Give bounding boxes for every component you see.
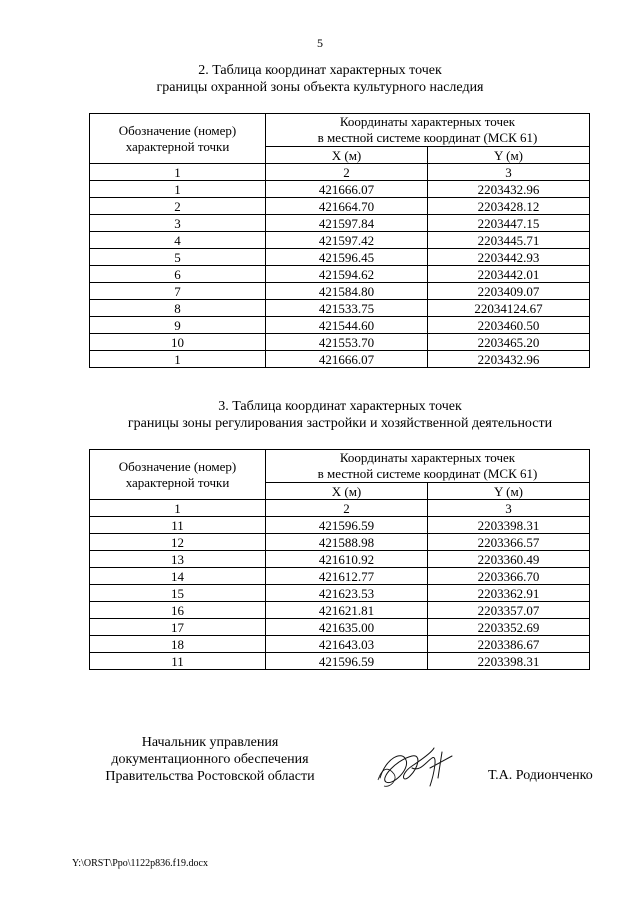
table-row bbox=[90, 215, 590, 232]
header-line: в местной системе координат (МСК 61) bbox=[317, 466, 538, 481]
y-coordinate-cell: 2203360.49 bbox=[428, 551, 590, 568]
point-number-cell: 9 bbox=[90, 317, 266, 334]
position-line: Начальник управления bbox=[141, 735, 279, 750]
point-number-header bbox=[90, 114, 266, 164]
x-coordinate-cell: 421635.00 bbox=[266, 619, 428, 636]
y-coordinate-cell: 2203445.71 bbox=[428, 232, 590, 249]
y-coordinate-cell: 2203366.70 bbox=[428, 568, 590, 585]
header-line: Обозначение (номер) bbox=[118, 458, 237, 474]
point-number-cell: 7 bbox=[90, 283, 266, 300]
table-row bbox=[90, 249, 590, 266]
table-row bbox=[90, 198, 590, 215]
table-row bbox=[90, 619, 590, 636]
y-coordinate-cell: 2203432.96 bbox=[428, 351, 590, 368]
x-coordinate-cell: 421533.75 bbox=[266, 300, 428, 317]
table-2-caption bbox=[0, 62, 640, 96]
table-row bbox=[90, 636, 590, 653]
point-number-cell: 16 bbox=[90, 602, 266, 619]
y-coordinate-cell: 2203357.07 bbox=[428, 602, 590, 619]
point-number-cell: 8 bbox=[90, 300, 266, 317]
column-index: 2 bbox=[266, 164, 428, 181]
y-coordinate-cell: 2203352.69 bbox=[428, 619, 590, 636]
x-coordinate-cell: 421666.07 bbox=[266, 351, 428, 368]
table-row bbox=[90, 551, 590, 568]
handwritten-signature bbox=[372, 738, 464, 796]
column-index: 1 bbox=[90, 500, 266, 517]
y-coordinate-cell: 2203362.91 bbox=[428, 585, 590, 602]
table-row bbox=[90, 266, 590, 283]
point-number-cell: 1 bbox=[90, 181, 266, 198]
table-row bbox=[90, 300, 590, 317]
header-line: характерной точки bbox=[125, 138, 230, 154]
caption-line: 3. Таблица координат характерных точек bbox=[218, 399, 462, 414]
point-number-cell: 18 bbox=[90, 636, 266, 653]
caption-line: границы зоны регулирования застройки и хозяйственной деятельности bbox=[127, 416, 553, 431]
point-number-cell: 4 bbox=[90, 232, 266, 249]
column-index-row bbox=[90, 164, 590, 181]
caption-line: 2. Таблица координат характерных точек bbox=[198, 63, 442, 78]
x-coordinate-cell: 421594.62 bbox=[266, 266, 428, 283]
header-line: Координаты характерных точек bbox=[339, 450, 516, 465]
y-coordinate-cell: 2203442.93 bbox=[428, 249, 590, 266]
y-coordinate-cell: 2203460.50 bbox=[428, 317, 590, 334]
y-coordinate-cell: 2203409.07 bbox=[428, 283, 590, 300]
header-line: характерной точки bbox=[125, 474, 230, 490]
table-row bbox=[90, 568, 590, 585]
table-3-caption bbox=[20, 398, 640, 432]
table-row bbox=[90, 334, 590, 351]
header-row bbox=[90, 450, 590, 483]
point-number-cell: 17 bbox=[90, 619, 266, 636]
table-row bbox=[90, 351, 590, 368]
column-index: 1 bbox=[90, 164, 266, 181]
x-coordinate-cell: 421623.53 bbox=[266, 585, 428, 602]
x-coordinate-cell: 421610.92 bbox=[266, 551, 428, 568]
coordinates-header bbox=[266, 450, 590, 483]
x-coordinate-cell: 421597.42 bbox=[266, 232, 428, 249]
point-number-cell: 10 bbox=[90, 334, 266, 351]
x-coordinate-cell: 421664.70 bbox=[266, 198, 428, 215]
y-coordinate-cell: 2203398.31 bbox=[428, 517, 590, 534]
column-index: 3 bbox=[428, 164, 590, 181]
y-header: Y (м) bbox=[428, 483, 590, 500]
point-number-cell: 15 bbox=[90, 585, 266, 602]
header-line: Координаты характерных точек bbox=[339, 114, 516, 129]
signer-name: Т.А. Родионченко bbox=[488, 768, 593, 783]
x-coordinate-cell: 421666.07 bbox=[266, 181, 428, 198]
table-row bbox=[90, 181, 590, 198]
x-coordinate-cell: 421584.80 bbox=[266, 283, 428, 300]
position-line: Правительства Ростовской области bbox=[105, 769, 315, 784]
column-index: 3 bbox=[428, 500, 590, 517]
x-coordinate-cell: 421596.59 bbox=[266, 653, 428, 670]
y-coordinate-cell: 2203398.31 bbox=[428, 653, 590, 670]
y-coordinate-cell: 2203366.57 bbox=[428, 534, 590, 551]
position-line: документационного обеспечения bbox=[111, 752, 309, 767]
x-coordinate-cell: 421597.84 bbox=[266, 215, 428, 232]
y-header: Y (м) bbox=[428, 147, 590, 164]
coordinates-table-protection-zone bbox=[89, 113, 590, 368]
x-coordinate-cell: 421596.59 bbox=[266, 517, 428, 534]
point-number-cell: 12 bbox=[90, 534, 266, 551]
x-coordinate-cell: 421643.03 bbox=[266, 636, 428, 653]
signatory-position bbox=[90, 734, 330, 785]
point-number-cell: 13 bbox=[90, 551, 266, 568]
y-coordinate-cell: 2203428.12 bbox=[428, 198, 590, 215]
x-coordinate-cell: 421553.70 bbox=[266, 334, 428, 351]
header-line: в местной системе координат (МСК 61) bbox=[317, 130, 538, 145]
y-coordinate-cell: 2203432.96 bbox=[428, 181, 590, 198]
point-number-header bbox=[90, 450, 266, 500]
x-header: X (м) bbox=[266, 147, 428, 164]
x-coordinate-cell: 421621.81 bbox=[266, 602, 428, 619]
point-number-cell: 11 bbox=[90, 653, 266, 670]
table-row bbox=[90, 232, 590, 249]
x-coordinate-cell: 421596.45 bbox=[266, 249, 428, 266]
coordinates-header bbox=[266, 114, 590, 147]
y-coordinate-cell: 2203442.01 bbox=[428, 266, 590, 283]
table-row bbox=[90, 653, 590, 670]
table-row bbox=[90, 534, 590, 551]
x-coordinate-cell: 421588.98 bbox=[266, 534, 428, 551]
point-number-cell: 3 bbox=[90, 215, 266, 232]
caption-line: границы охранной зоны объекта культурного наследия bbox=[156, 80, 484, 95]
table-row bbox=[90, 317, 590, 334]
x-coordinate-cell: 421544.60 bbox=[266, 317, 428, 334]
file-path: Y:\ORST\Ppo\1122p836.f19.docx bbox=[72, 858, 208, 869]
table-row bbox=[90, 283, 590, 300]
coordinates-table-regulation-zone bbox=[89, 449, 590, 670]
y-coordinate-cell: 2203447.15 bbox=[428, 215, 590, 232]
page-number: 5 bbox=[317, 36, 323, 50]
point-number-cell: 11 bbox=[90, 517, 266, 534]
header-line: Обозначение (номер) bbox=[118, 122, 237, 138]
y-coordinate-cell: 2203386.67 bbox=[428, 636, 590, 653]
point-number-cell: 14 bbox=[90, 568, 266, 585]
point-number-cell: 5 bbox=[90, 249, 266, 266]
table-row bbox=[90, 517, 590, 534]
x-header: X (м) bbox=[266, 483, 428, 500]
table-row bbox=[90, 602, 590, 619]
y-coordinate-cell: 22034124.67 bbox=[428, 300, 590, 317]
point-number-cell: 2 bbox=[90, 198, 266, 215]
x-coordinate-cell: 421612.77 bbox=[266, 568, 428, 585]
table-row bbox=[90, 585, 590, 602]
header-row bbox=[90, 114, 590, 147]
point-number-cell: 6 bbox=[90, 266, 266, 283]
point-number-cell: 1 bbox=[90, 351, 266, 368]
y-coordinate-cell: 2203465.20 bbox=[428, 334, 590, 351]
column-index-row bbox=[90, 500, 590, 517]
column-index: 2 bbox=[266, 500, 428, 517]
